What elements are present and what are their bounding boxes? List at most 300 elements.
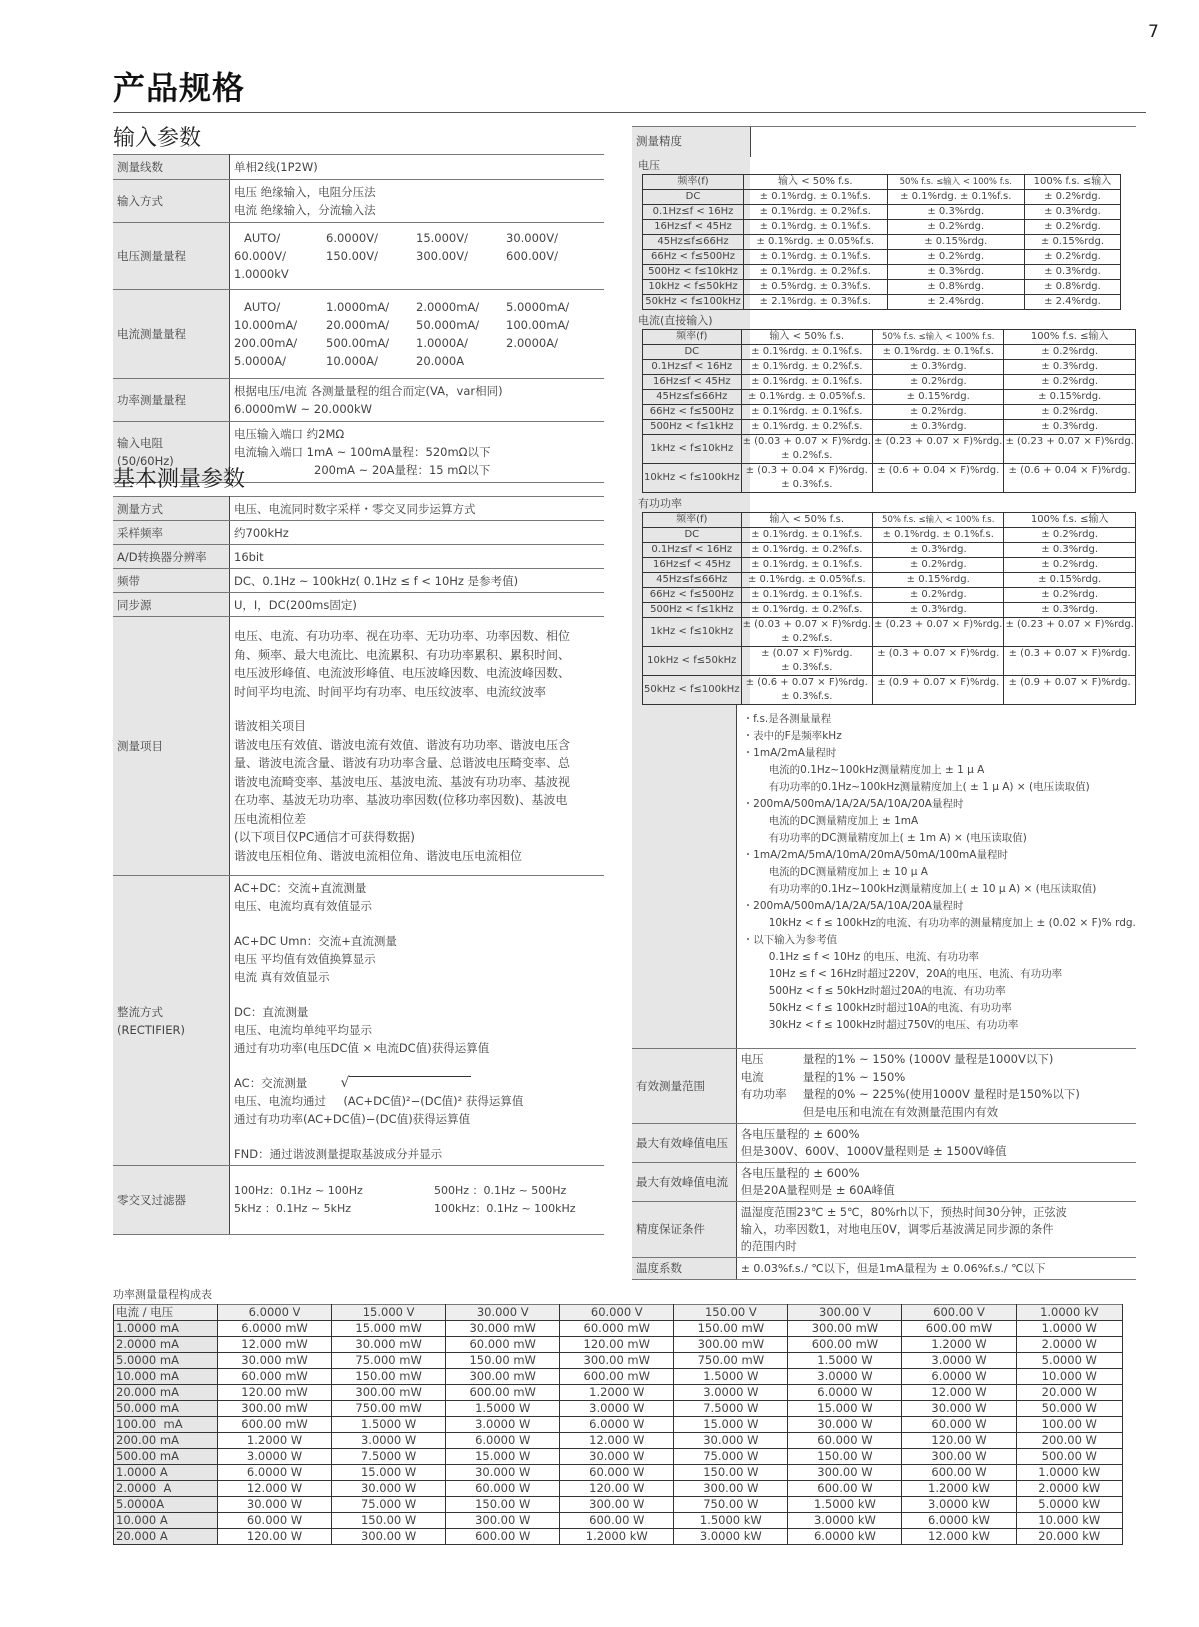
text-line: DC：直流测量 <box>234 1004 309 1019</box>
power-value: 750.00 W <box>674 1497 788 1513</box>
accuracy-value: ± 0.3%rdg. <box>1004 603 1135 618</box>
power-value: 150.00 mW <box>446 1353 560 1369</box>
spec-value: ± 0.03%f.s./ ℃以下，但是1mA量程为 ± 0.06%f.s./ ℃以下 <box>736 1258 1136 1280</box>
range-option: 10.000mA/ <box>234 318 298 332</box>
power-value: 15.000 W <box>788 1401 902 1417</box>
accuracy-value: ± 0.1%rdg. ± 0.2%f.s. <box>744 205 888 220</box>
range-grid <box>234 229 600 283</box>
accuracy-row <box>643 265 1121 280</box>
accuracy-row <box>643 205 1121 220</box>
accuracy-value: ± 0.3%rdg. <box>1024 205 1120 220</box>
accuracy-frequency: 500Hz < f≤1kHz <box>643 420 742 435</box>
accuracy-row <box>643 676 1136 705</box>
accuracy-frequency: 66Hz < f≤500Hz <box>643 250 744 265</box>
power-value: 300.00 W <box>446 1513 560 1529</box>
accuracy-row <box>643 360 1136 375</box>
spec-key-sub: (RECTIFIER) <box>117 1022 185 1037</box>
accuracy-value: ± 0.3%rdg. <box>1004 420 1135 435</box>
range-option: AUTO/ <box>244 300 281 314</box>
spec-row-peak-current <box>632 1163 1136 1202</box>
current-range: 500.00 mA <box>114 1449 218 1465</box>
accuracy-frequency: 10kHz < f≤100kHz <box>643 464 742 493</box>
accuracy-value: ± (0.23 + 0.07 × F)%rdg. <box>873 618 1004 647</box>
input-params-table <box>113 154 604 483</box>
spec-key: 采样频率 <box>113 521 230 545</box>
current-range: 5.0000 mA <box>114 1353 218 1369</box>
power-value: 12.000 W <box>560 1433 674 1449</box>
accuracy-header: 输入 < 50% f.s. <box>741 513 872 528</box>
accuracy-value: ± 0.15%rdg. <box>1004 390 1135 405</box>
accuracy-frequency: 1kHz < f≤10kHz <box>643 618 742 647</box>
text-line: 角、频率、最大电流比、电流累积、有功功率累积、累积时间、 <box>234 647 571 662</box>
power-value: 1.0000 kW <box>1016 1465 1122 1481</box>
power-value: 1.2000 W <box>218 1433 332 1449</box>
text-line: 时间平均电流、时间平均有功率、电压纹波率、电流纹波率 <box>234 684 547 699</box>
accuracy-voltage-table <box>642 174 1121 310</box>
accuracy-value: ± (0.03 + 0.07 × F)%rdg. ± 0.2%f.s. <box>741 435 872 464</box>
accuracy-value: ± (0.03 + 0.07 × F)%rdg. ± 0.2%f.s. <box>741 618 872 647</box>
measure-items-harmonic <box>234 717 600 865</box>
power-value: 15.000 W <box>674 1417 788 1433</box>
spec-row <box>113 545 604 569</box>
voltage-range-header: 6.0000 V <box>218 1305 332 1321</box>
text-line: 电压 平均值有效值换算显示 <box>234 951 376 966</box>
range-option: 10.000A/ <box>326 354 378 368</box>
note-line: ・以下输入为参考值 <box>742 934 838 946</box>
basic-params-table <box>113 496 604 1235</box>
accuracy-row <box>643 647 1136 676</box>
accuracy-value: ± 0.2%rdg. <box>1004 588 1135 603</box>
range-option: 200.00mA/ <box>234 336 298 350</box>
power-table-row <box>114 1529 1123 1545</box>
accuracy-frequency: 10kHz < f≤50kHz <box>643 280 744 295</box>
spec-row <box>113 180 604 223</box>
range-label: 电压 <box>740 1052 764 1066</box>
accuracy-row <box>643 573 1136 588</box>
accuracy-frequency: DC <box>643 190 744 205</box>
accuracy-value: ± 0.2%rdg. <box>1004 375 1135 390</box>
spec-row-rectifier <box>113 876 604 1166</box>
spec-value-line: 200mA ~ 20A量程：15 mΩ以下 <box>314 463 491 477</box>
range-option: 1.0000mA/ <box>326 300 390 314</box>
accuracy-value: ± 0.5%rdg. ± 0.3%f.s. <box>744 280 888 295</box>
power-value: 3.0000 W <box>902 1353 1016 1369</box>
accuracy-row <box>643 588 1136 603</box>
accuracy-value: ± 0.1%rdg. ± 0.1%f.s. <box>873 528 1004 543</box>
power-value: 300.00 mW <box>332 1385 446 1401</box>
power-value: 60.000 W <box>218 1513 332 1529</box>
text-line: 压电流相位差 <box>234 811 307 826</box>
spec-key: 电流测量量程 <box>117 327 186 341</box>
note-line: 有功功率的0.1Hz~100kHz测量精度加上( ± 10 μ A) × (电压读取值) <box>768 883 1097 895</box>
accuracy-value: ± 0.2%rdg. <box>873 558 1004 573</box>
accuracy-row <box>643 295 1121 310</box>
accuracy-table <box>632 126 1136 1280</box>
accuracy-frequency: DC <box>643 528 742 543</box>
power-value: 30.000 W <box>674 1433 788 1449</box>
power-value: 150.00 mW <box>674 1321 788 1337</box>
measure-items-basic <box>234 627 600 701</box>
accuracy-value: ± 0.1%rdg. ± 0.05%f.s. <box>741 390 872 405</box>
note-line: ・表中的F是频率kHz <box>742 730 842 742</box>
spec-value-line: 电压输入端口 约2MΩ <box>234 427 345 441</box>
accuracy-frequency: 500Hz < f≤1kHz <box>643 603 742 618</box>
power-value: 60.000 W <box>446 1481 560 1497</box>
accuracy-frequency: 50kHz < f≤100kHz <box>643 676 742 705</box>
range-option: 100.00mA/ <box>506 318 570 332</box>
power-value: 2.0000 kW <box>1016 1481 1122 1497</box>
accuracy-value: ± 0.2%rdg. <box>873 375 1004 390</box>
range-label <box>741 1104 803 1122</box>
power-value: 7.5000 W <box>332 1449 446 1465</box>
power-value: 1.5000 W <box>674 1369 788 1385</box>
spec-key: 输入电阻 <box>117 436 163 450</box>
text-line: 谐波电流畸变率、基波电压、基波电流、基波有功功率、基波视 <box>234 774 571 789</box>
accuracy-value: ± 0.1%rdg. ± 0.1%f.s. <box>741 405 872 420</box>
range-option: 5.0000A/ <box>234 354 286 368</box>
spec-row <box>113 223 604 290</box>
spec-row <box>113 155 604 180</box>
power-value: 600.00 mW <box>902 1321 1016 1337</box>
power-value: 300.00 mW <box>788 1321 902 1337</box>
power-value: 1.2000 kW <box>560 1529 674 1545</box>
spec-value-line: 但是20A量程则是 ± 60A峰值 <box>740 1183 895 1197</box>
spec-value-line: 电流输入端口 1mA ~ 100mA量程：520mΩ以下 <box>234 445 491 459</box>
accuracy-value: ± 0.3%rdg. <box>873 420 1004 435</box>
rectifier-ac-line2: 电压、电流均通过 (AC+DC值)²−(DC值)² 获得运算值 <box>234 1093 524 1108</box>
accuracy-voltage-label: 电压 <box>638 159 660 172</box>
accuracy-value: ± 0.2%rdg. <box>1004 345 1135 360</box>
power-value: 200.00 W <box>1016 1433 1122 1449</box>
accuracy-value: ± 0.1%rdg. ± 0.1%f.s. <box>741 558 872 573</box>
power-value: 600.00 mW <box>788 1337 902 1353</box>
accuracy-value: ± (0.07 × F)%rdg. ± 0.3%f.s. <box>741 647 872 676</box>
power-table-row <box>114 1385 1123 1401</box>
power-value: 600.00 mW <box>446 1385 560 1401</box>
accuracy-value: ± 0.1%rdg. ± 0.2%f.s. <box>741 420 872 435</box>
range-option: 1.0000A/ <box>416 336 468 350</box>
text-line: 电压波形峰值、电流波形峰值、电压波峰因数、电流波峰因数、 <box>234 666 571 680</box>
accuracy-row <box>643 543 1136 558</box>
accuracy-row <box>643 435 1136 464</box>
power-value: 20.000 W <box>1016 1385 1122 1401</box>
accuracy-frequency: 0.1Hz≤f < 16Hz <box>643 205 744 220</box>
power-table-row <box>114 1513 1123 1529</box>
spec-value-line: 的范围内时 <box>740 1240 797 1253</box>
accuracy-header-row <box>643 513 1136 528</box>
text-line: 谐波电压有效值、谐波电流有效值、谐波有功功率、谐波电压含 <box>234 737 571 752</box>
power-value: 3.0000 W <box>218 1449 332 1465</box>
current-range: 50.000 mA <box>114 1401 218 1417</box>
power-value: 10.000 W <box>1016 1369 1122 1385</box>
accuracy-frequency: 50kHz < f≤100kHz <box>643 295 744 310</box>
accuracy-value: ± 0.8%rdg. <box>887 280 1024 295</box>
accuracy-value: ± 0.2%rdg. <box>873 405 1004 420</box>
section-heading-input-params: 输入参数 <box>113 126 202 151</box>
power-value: 300.00 W <box>332 1529 446 1545</box>
voltage-range-header: 1.0000 kV <box>1016 1305 1122 1321</box>
range-option: 1.0000kV <box>234 267 289 281</box>
voltage-range-header: 150.00 V <box>674 1305 788 1321</box>
power-value: 2.0000 W <box>1016 1337 1122 1353</box>
spec-value-line: 但是300V、600V、1000V量程则是 ± 1500V峰值 <box>740 1144 1007 1158</box>
power-value: 600.00 W <box>788 1481 902 1497</box>
accuracy-row <box>643 190 1121 205</box>
power-value: 1.5000 W <box>332 1417 446 1433</box>
spec-key: 测量项目 <box>113 617 230 876</box>
accuracy-frequency: 45Hz≤f≤66Hz <box>643 573 742 588</box>
power-value: 1.2000 W <box>902 1337 1016 1353</box>
accuracy-value: ± 0.1%rdg. ± 0.2%f.s. <box>741 603 872 618</box>
power-value: 6.0000 W <box>560 1417 674 1433</box>
range-label: 有功功率 <box>740 1087 787 1101</box>
power-value: 300.00 mW <box>560 1353 674 1369</box>
note-line: 有功功率的0.1Hz~100kHz测量精度加上( ± 1 μ A) × (电压读取值) <box>768 781 1090 793</box>
range-option: 30.000V/ <box>506 231 558 245</box>
power-table-row <box>114 1353 1123 1369</box>
power-value: 120.00 mW <box>218 1385 332 1401</box>
accuracy-value: ± 0.3%rdg. <box>873 543 1004 558</box>
power-value: 60.000 W <box>560 1465 674 1481</box>
current-range: 10.000 A <box>114 1513 218 1529</box>
accuracy-row <box>643 280 1121 295</box>
power-value: 1.0000 W <box>1016 1321 1122 1337</box>
voltage-range-header: 15.000 V <box>332 1305 446 1321</box>
accuracy-frequency: 66Hz < f≤500Hz <box>643 405 742 420</box>
power-value: 120.00 W <box>902 1433 1016 1449</box>
power-value: 150.00 W <box>332 1513 446 1529</box>
accuracy-notes <box>736 705 1136 1049</box>
power-value: 30.000 mW <box>218 1353 332 1369</box>
current-range: 20.000 mA <box>114 1385 218 1401</box>
spec-value-line: U，I，DC(200ms固定) <box>234 597 357 612</box>
text-line: 在功率、基波无功功率、基波功率因数(位移功率因数)、基波电 <box>234 793 568 807</box>
current-range: 1.0000 mA <box>114 1321 218 1337</box>
text-line: 电流 真有效值显示 <box>234 969 330 984</box>
power-value: 3.0000 W <box>788 1369 902 1385</box>
power-range-table <box>113 1304 1123 1545</box>
accuracy-value: ± (0.6 + 0.04 × F)%rdg. <box>1004 464 1135 493</box>
note-line: 电流的0.1Hz~100kHz测量精度加上 ± 1 μ A <box>768 764 985 776</box>
range-value: 量程的1% ~ 150% <box>802 1069 906 1084</box>
power-value: 750.00 mW <box>332 1401 446 1417</box>
sqrt-sign-icon: √ <box>340 1074 350 1091</box>
spec-key: 整流方式 <box>117 1004 163 1019</box>
power-value: 6.0000 W <box>788 1385 902 1401</box>
power-table-row <box>114 1497 1123 1513</box>
accuracy-frequency: 0.1Hz≤f < 16Hz <box>643 360 742 375</box>
note-line: ・1mA/2mA/5mA/10mA/20mA/50mA/100mA量程时 <box>742 849 1008 861</box>
accuracy-value: ± 0.3%rdg. <box>1004 360 1135 375</box>
accuracy-value: ± 0.15%rdg. <box>873 390 1004 405</box>
spec-key: 输入方式 <box>117 194 163 208</box>
spec-value-line: 电流 绝缘输入，分流输入法 <box>234 203 376 217</box>
accuracy-frequency: 10kHz < f≤50kHz <box>643 647 742 676</box>
power-value: 300.00 W <box>788 1465 902 1481</box>
power-table-row <box>114 1337 1123 1353</box>
range-option: 20.000mA/ <box>326 318 390 332</box>
text-line: AC+DC：交流+直流测量 <box>234 880 367 895</box>
note-line: 0.1Hz ≤ f < 10Hz 的电压、电流、有功功率 <box>768 951 980 963</box>
power-value: 600.00 W <box>446 1529 560 1545</box>
range-option: 500.00mA/ <box>326 336 390 350</box>
page-title: 产品规格 <box>113 69 246 107</box>
text-line: 谐波电压相位角、谐波电流相位角、谐波电压电流相位 <box>234 848 523 863</box>
range-option: 50.000mA/ <box>416 318 480 332</box>
text-line: (以下项目仅PC通信才可获得数据) <box>234 830 415 844</box>
accuracy-value: ± 2.1%rdg. ± 0.3%f.s. <box>744 295 888 310</box>
power-value: 150.00 W <box>788 1449 902 1465</box>
accuracy-frequency: 1kHz < f≤10kHz <box>643 435 742 464</box>
power-table-corner: 电流 / 电压 <box>114 1305 218 1321</box>
note-line: 电流的DC测量精度加上 ± 1mA <box>768 815 919 827</box>
current-range: 100.00 mA <box>114 1417 218 1433</box>
accuracy-current-label: 电流(直接输入) <box>638 314 713 327</box>
accuracy-value: ± 0.15%rdg. <box>887 235 1024 250</box>
power-value: 60.000 W <box>902 1417 1016 1433</box>
accuracy-value: ± 0.3%rdg. <box>1004 543 1135 558</box>
spec-row-guarantee <box>632 1202 1136 1258</box>
range-value: 量程的1% ~ 150% (1000V 量程是1000V以下) <box>802 1052 1054 1066</box>
power-value: 30.000 mW <box>332 1337 446 1353</box>
power-value: 12.000 W <box>218 1481 332 1497</box>
accuracy-frequency: 45Hz≤f≤66Hz <box>643 235 744 250</box>
power-value: 150.00 mW <box>332 1369 446 1385</box>
accuracy-row <box>643 528 1136 543</box>
accuracy-header: 50% f.s. ≤输入 < 100% f.s. <box>887 175 1024 190</box>
accuracy-value: ± 0.1%rdg. ± 0.1%f.s. <box>744 190 888 205</box>
accuracy-value: ± (0.3 + 0.04 × F)%rdg. ± 0.3%f.s. <box>741 464 872 493</box>
power-table-row <box>114 1417 1123 1433</box>
accuracy-header: 输入 < 50% f.s. <box>744 175 888 190</box>
power-value: 30.000 W <box>902 1401 1016 1417</box>
power-value: 75.000 W <box>332 1497 446 1513</box>
accuracy-frequency: 0.1Hz≤f < 16Hz <box>643 543 742 558</box>
accuracy-value: ± 0.1%rdg. ± 0.2%f.s. <box>744 265 888 280</box>
rectifier-ac-formula: (AC+DC值)²−(DC值)² <box>343 1093 463 1108</box>
spec-row <box>113 379 604 422</box>
zero-cross-item: 5kHz ：0.1Hz ~ 5kHz <box>234 1202 352 1215</box>
spec-value-line: 输入，功率因数1，对地电压0V，调零后基波满足同步源的条件 <box>740 1223 1054 1236</box>
accuracy-value: ± 0.2%rdg. <box>873 588 1004 603</box>
power-value: 60.000 W <box>788 1433 902 1449</box>
accuracy-value: ± 0.1%rdg. ± 0.2%f.s. <box>741 543 872 558</box>
accuracy-value: ± 0.8%rdg. <box>1024 280 1120 295</box>
voltage-range-header: 300.00 V <box>788 1305 902 1321</box>
power-value: 75.000 mW <box>332 1353 446 1369</box>
accuracy-value: ± 0.3%rdg. <box>887 265 1024 280</box>
power-value: 5.0000 W <box>1016 1353 1122 1369</box>
text-line: 量、谐波电流含量、谐波有功功率含量、总谐波电压畸变率、总 <box>234 756 571 770</box>
accuracy-value: ± 0.15%rdg. <box>873 573 1004 588</box>
power-value: 20.000 kW <box>1016 1529 1122 1545</box>
accuracy-value: ± 0.1%rdg. ± 0.1%f.s. <box>887 190 1024 205</box>
power-value: 100.00 W <box>1016 1417 1122 1433</box>
accuracy-value: ± 0.1%rdg. ± 0.05%f.s. <box>741 573 872 588</box>
spec-row-measure-items <box>113 617 604 876</box>
spec-key: A/D转换器分辨率 <box>113 545 230 569</box>
power-value: 300.00 W <box>902 1449 1016 1465</box>
spec-row <box>113 521 604 545</box>
power-value: 3.0000 kW <box>674 1529 788 1545</box>
rectifier-acdc <box>234 879 600 915</box>
zero-cross-item: 100kHz：0.1Hz ~ 100kHz <box>434 1202 576 1215</box>
spec-key: 最大有效峰值电压 <box>632 1124 736 1163</box>
power-value: 1.2000 kW <box>902 1481 1016 1497</box>
power-value: 600.00 mW <box>218 1417 332 1433</box>
power-value: 3.0000 W <box>446 1417 560 1433</box>
spec-row-effective-range <box>632 1049 1136 1124</box>
note-line: 10kHz < f ≤ 100kHz的电流、有功功率的测量精度加上 ± (0.02 × F)% rdg. <box>768 917 1136 929</box>
text-line: 电压、电流、有功功率、视在功率、无功功率、功率因数、相位 <box>234 629 571 643</box>
spec-key: 零交叉过滤器 <box>113 1166 230 1235</box>
power-value: 60.000 mW <box>446 1337 560 1353</box>
power-value: 12.000 kW <box>902 1529 1016 1545</box>
power-value: 300.00 W <box>560 1497 674 1513</box>
spec-key: 温度系数 <box>632 1258 736 1280</box>
power-table-caption: 功率测量量程构成表 <box>113 1288 212 1301</box>
accuracy-value: ± 0.2%rdg. <box>1004 558 1135 573</box>
spec-row-peak-voltage <box>632 1124 1136 1163</box>
power-value: 15.000 W <box>446 1449 560 1465</box>
accuracy-section <box>632 126 1136 1280</box>
power-table-header <box>114 1305 1123 1321</box>
power-value: 15.000 mW <box>332 1321 446 1337</box>
accuracy-value: ± 0.1%rdg. ± 0.2%f.s. <box>741 360 872 375</box>
text-line: 通过有功功率(电压DC值 × 电流DC值)获得运算值 <box>234 1040 490 1055</box>
spec-value-line: 约700kHz <box>234 525 289 540</box>
power-table-row <box>114 1369 1123 1385</box>
power-value: 15.000 W <box>332 1465 446 1481</box>
range-option: 6.0000V/ <box>326 231 378 245</box>
accuracy-frequency: 16Hz≤f < 45Hz <box>643 375 742 390</box>
current-range: 5.0000A <box>114 1497 218 1513</box>
accuracy-row <box>643 558 1136 573</box>
accuracy-value: ± 0.2%rdg. <box>1024 220 1120 235</box>
accuracy-header: 频率(f) <box>643 330 742 345</box>
voltage-range-header: 60.000 V <box>560 1305 674 1321</box>
note-line: 有功功率的DC测量精度加上( ± 1m A) × (电压读取值) <box>768 832 1027 844</box>
accuracy-value: ± (0.9 + 0.07 × F)%rdg. <box>1004 676 1135 705</box>
accuracy-row <box>643 375 1136 390</box>
power-value: 300.00 mW <box>446 1369 560 1385</box>
accuracy-value: ± (0.3 + 0.07 × F)%rdg. <box>1004 647 1135 676</box>
accuracy-value: ± 0.1%rdg. ± 0.1%f.s. <box>741 588 872 603</box>
accuracy-row <box>643 345 1136 360</box>
spec-row <box>113 497 604 521</box>
spec-value-line: 单相2线(1P2W) <box>234 160 318 174</box>
title-divider <box>113 112 1146 113</box>
spec-value-line: 电压 绝缘输入，电阻分压法 <box>234 185 376 199</box>
power-value: 600.00 W <box>902 1465 1016 1481</box>
power-table-row <box>114 1321 1123 1337</box>
power-value: 6.0000 mW <box>218 1321 332 1337</box>
accuracy-value: ± (0.23 + 0.07 × F)%rdg. <box>1004 435 1135 464</box>
power-value: 120.00 W <box>560 1481 674 1497</box>
accuracy-value: ± (0.3 + 0.07 × F)%rdg. <box>873 647 1004 676</box>
accuracy-value: ± 0.2%rdg. <box>1024 190 1120 205</box>
accuracy-power-label: 有功功率 <box>638 497 682 510</box>
power-value: 6.0000 kW <box>788 1529 902 1545</box>
accuracy-row <box>643 220 1121 235</box>
power-value: 600.00 W <box>560 1513 674 1529</box>
spec-row-zero-cross <box>113 1166 604 1235</box>
accuracy-header: 50% f.s. ≤输入 < 100% f.s. <box>873 513 1004 528</box>
accuracy-value: ± 0.2%rdg. <box>887 250 1024 265</box>
accuracy-value: ± 0.1%rdg. ± 0.1%f.s. <box>744 220 888 235</box>
power-value: 30.000 W <box>446 1465 560 1481</box>
accuracy-row <box>643 405 1136 420</box>
